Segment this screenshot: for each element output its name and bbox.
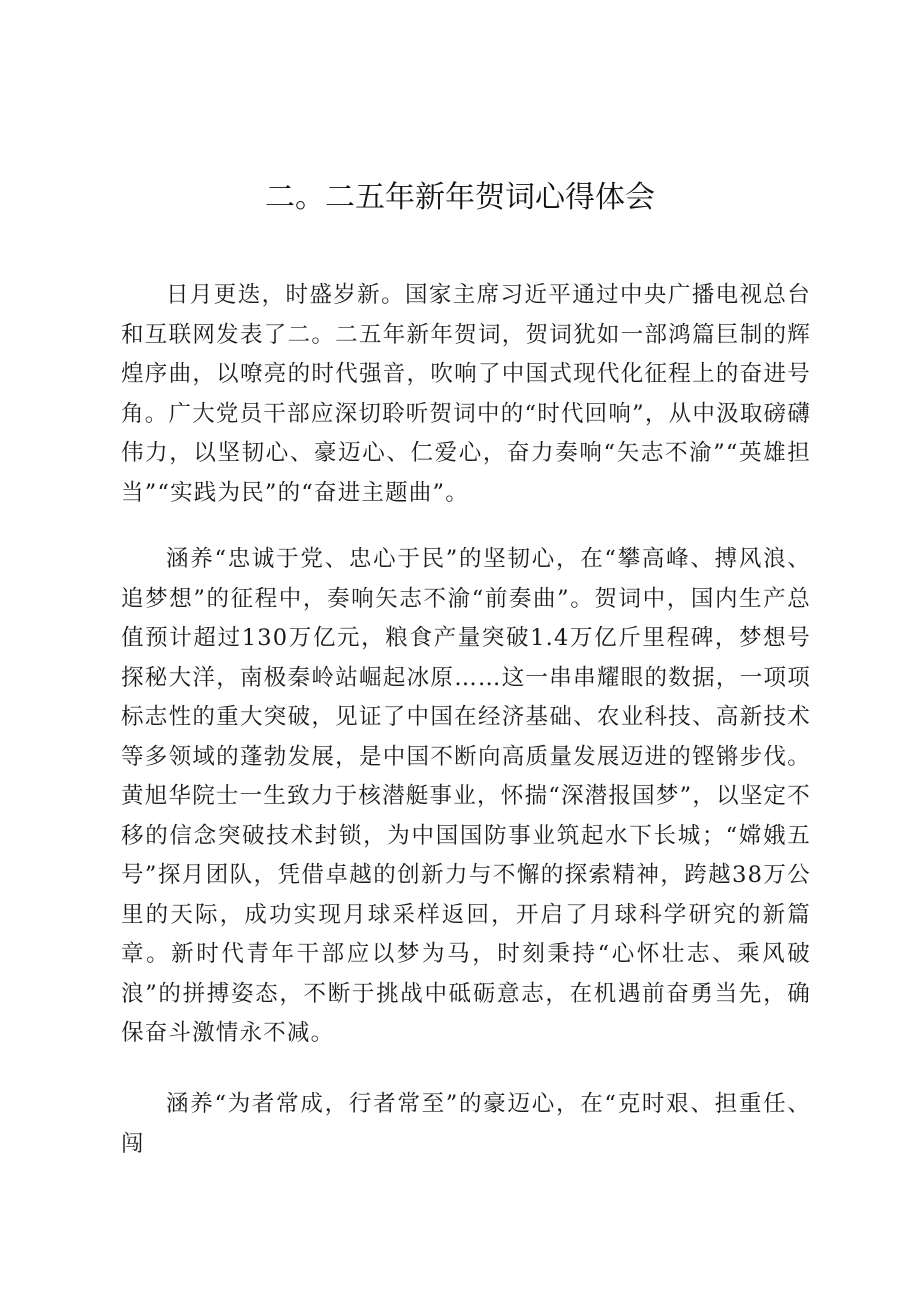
- document-title: 二。二五年新年贺词心得体会: [265, 180, 655, 215]
- paragraph-2: 涵养“忠诚于党、忠心于民”的坚韧心，在“攀高峰、搏风浪、追梦想”的征程中，奏响矢志不渝“前奏曲”。贺词中，国内生产总值预计超过130万亿元，粮食产量突破1.4万亿斤里程碑，梦想号探秘大洋，南极秦岭站崛起冰原……这一串串耀眼的数据，一项项标志性的重大突破，见证了中国在经济基础、农业科技、高新技术等多领域的蓬勃发展，是中国不断向高质量发展迈进的铿锵步伐。黄旭华院士一生致力于核潜艇事业，怀揣“深潜报国梦”，以坚定不移的信念突破技术封锁，为中国国防事业筑起水下长城；“嫦娥五号”探月团队，凭借卓越的创新力与不懈的探索精神，跨越38万公里的天际，成功实现月球采样返回，开启了月球科学研究的新篇章。新时代青年干部应以梦为马，时刻秉持“心怀壮志、乘风破浪”的拼搏姿态，不断于挑战中砥砺意志，在机遇前奋勇当先，确保奋斗激情永不减。: [121, 546, 811, 1046]
- paragraph-1: 日月更迭，时盛岁新。国家主席习近平通过中央广播电视总台和互联网发表了二。二五年新年贺词，贺词犹如一部鸿篇巨制的辉煌序曲，以嘹亮的时代强音，吹响了中国式现代化征程上的奋进号角。广大党员干部应深切聆听贺词中的“时代回响”，从中汲取磅礴伟力，以坚韧心、豪迈心、仁爱心，奋力奏响“矢志不渝”“英雄担当”“实践为民”的“奋进主题曲”。: [121, 282, 811, 506]
- paragraph-3: 涵养“为者常成，行者常至”的豪迈心，在“克时艰、担重任、闯: [121, 1091, 811, 1157]
